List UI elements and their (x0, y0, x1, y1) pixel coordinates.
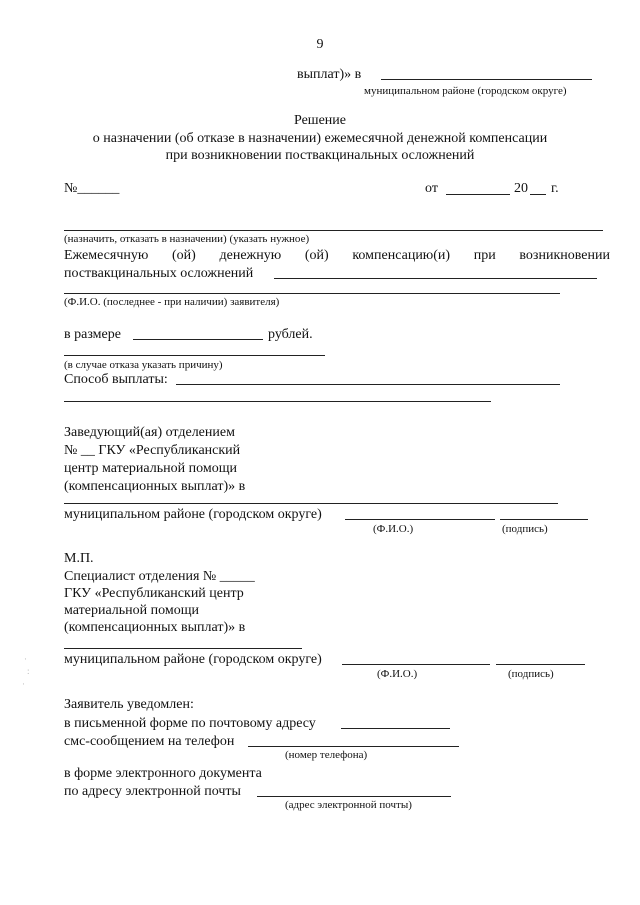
applicant-fio-line (64, 293, 560, 294)
header-caption: муниципальном районе (городском округе) (364, 85, 567, 97)
head-fio-caption: (Ф.И.О.) (373, 523, 414, 535)
decision-line2-fill (274, 278, 597, 279)
head-line: центр материальной помощи (64, 461, 237, 476)
specialist-line: материальной помощи (64, 603, 199, 618)
notice-written: в письменной форме по почтовому адресу (64, 716, 316, 731)
notice-sms: смс-сообщением на телефон (64, 734, 235, 749)
specialist-line: (компенсационных выплат)» в (64, 620, 246, 635)
header-fill-line (381, 79, 592, 80)
head-fio-line (345, 519, 495, 520)
head-district-line (64, 503, 558, 504)
specialist-fio-caption: (Ф.И.О.) (377, 668, 418, 680)
head-district: муниципальном районе (городском округе) (64, 507, 322, 522)
title-line3: при возникновении поствакцинальных осложнений (165, 148, 475, 163)
amount-suffix: рублей. (268, 327, 313, 342)
scan-speck: · (24, 654, 27, 664)
applicant-fio-caption: (Ф.И.О. (последнее - при наличии) заявителя) (64, 296, 280, 308)
notice-phone-line (248, 746, 459, 747)
date-year-line (530, 194, 546, 195)
head-sign-line (500, 519, 588, 520)
payment-line2 (64, 401, 491, 402)
decision-line2: поствакцинальных осложнений (64, 266, 254, 281)
notice-edoc: в форме электронного документа (64, 766, 262, 781)
head-line: (компенсационных выплат)» в (64, 479, 246, 494)
scan-speck: · (22, 679, 25, 689)
decision-word: компенсацию(и) (352, 248, 451, 263)
decision-word: Ежемесячную (64, 248, 149, 263)
payment-label: Способ выплаты: (64, 372, 168, 387)
specialist-fio-line (342, 664, 490, 665)
notice-email: по адресу электронной почты (64, 784, 241, 799)
decision-justified-line (64, 249, 610, 263)
phone-caption: (номер телефона) (285, 749, 368, 761)
amount-line (133, 339, 263, 340)
email-caption: (адрес электронной почты) (285, 799, 412, 811)
decision-word: (ой) (172, 248, 196, 263)
amount-prefix: в размере (64, 327, 121, 342)
notice-email-line (257, 796, 451, 797)
specialist-sign-line (496, 664, 585, 665)
stamp-place: М.П. (64, 551, 94, 566)
scan-speck: : (27, 666, 30, 676)
notice-title: Заявитель уведомлен: (64, 697, 194, 712)
specialist-district: муниципальном районе (городском округе) (64, 652, 322, 667)
specialist-sign-caption: (подпись) (508, 668, 554, 680)
date-suffix: г. (551, 181, 559, 196)
decision-number: №______ (64, 181, 120, 196)
title-word: Решение (293, 113, 346, 128)
decision-caption: (назначить, отказать в назначении) (указать нужное) (64, 233, 310, 245)
notice-written-line (341, 728, 450, 729)
decision-word: возникновении (519, 248, 610, 263)
decision-word: при (473, 248, 496, 263)
payment-line (176, 384, 560, 385)
specialist-district-line (64, 648, 302, 649)
specialist-line: Специалист отделения № _____ (64, 569, 255, 584)
refusal-line (64, 355, 325, 356)
date-from-label: от (425, 181, 438, 196)
decision-word: денежную (219, 248, 282, 263)
decision-word: (ой) (304, 248, 329, 263)
header-line1-prefix: выплат)» в (297, 67, 362, 82)
title-line2: о назначении (об отказе в назначении) ежемесячной денежной компенсации (92, 131, 548, 146)
refusal-caption: (в случае отказа указать причину) (64, 359, 223, 371)
page-number: 9 (316, 37, 324, 52)
date-day-line (446, 194, 510, 195)
head-line: № __ ГКУ «Республиканский (64, 443, 241, 458)
date-year: 20 (514, 181, 528, 196)
decision-line (64, 230, 603, 231)
head-sign-caption: (подпись) (502, 523, 548, 535)
head-line: Заведующий(ая) отделением (64, 425, 235, 440)
specialist-line: ГКУ «Республиканский центр (64, 586, 244, 601)
